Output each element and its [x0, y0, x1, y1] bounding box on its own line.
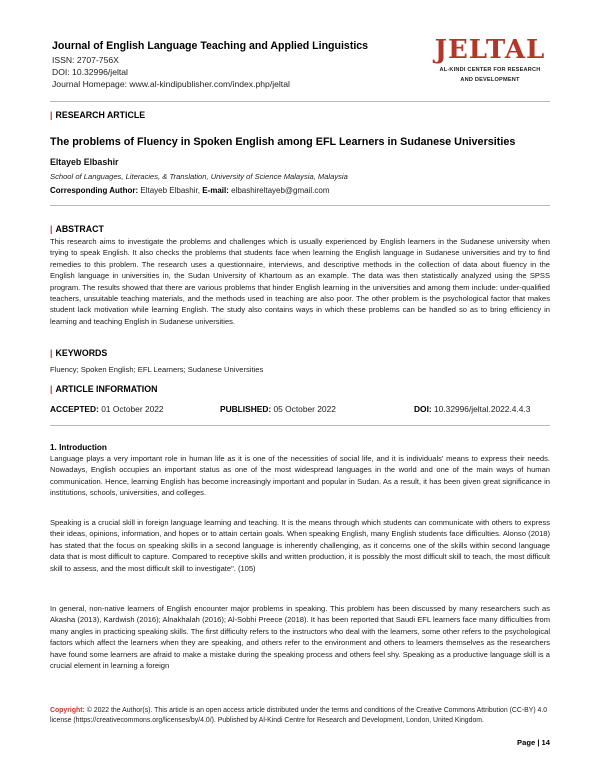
accent-bar: |: [50, 384, 53, 394]
intro-paragraph-2: Speaking is a crucial skill in foreign language learning and teaching. It is the means through which students can communicate with others to express their ideas, opinions, information, and hopes or to attain certain goals. When speaking English, many English students face difficulties. Alonso (2018) has stated that the focus on speaking skills in a second language is inherently challenging, as it concerns one of the skills within second language data that is most difficult to capture. Compared to receptive skills and written production, it is possibly the most difficult skill to teach, the most difficult skill to assess, and the most difficult skill to investigate". (105): [50, 518, 550, 573]
doi-label: DOI:: [414, 404, 432, 414]
journal-title: Journal of English Language Teaching and Applied Linguistics: [52, 40, 369, 52]
keywords-list: Fluency; Spoken English; EFL Learners; Sudanese Universities: [50, 365, 264, 374]
accent-bar: |: [50, 348, 53, 358]
keywords-heading-label: KEYWORDS: [55, 348, 108, 358]
accepted-value: 01 October 2022: [101, 404, 164, 414]
copyright-notice: [50, 706, 550, 726]
keywords-heading: [50, 348, 107, 358]
page-label: Page: [517, 738, 536, 747]
intro-paragraph-3: In general, non-native learners of English encounter major problems in speaking. This problem has been discussed by many researchers such as Akasha (2013), Kardwish (2016); Alnakhalah (2016); Al-Sobhi Preece (2018). It has been reported that Saudi EFL learners face many difficulties from many angles in practicing speaking skills. The first difficulty refers to the instructors who deal with the learners, some other refers to the psychological factors which affect the learners when they are speaking, and others refer to the environment and others to learners themselves as the researchers have found some learners are afraid to make a mistake during the speaking process and others feel shy. Speaking as a productive language skill is a crucial element in learning a foreign: [50, 604, 550, 671]
journal-homepage: Journal Homepage: www.al-kindipublisher.com/index.php/jeltal: [52, 79, 290, 89]
corresponding-name: Eltayeb Elbashir,: [140, 186, 200, 195]
accepted-date: [50, 404, 164, 414]
published-label: PUBLISHED:: [220, 404, 272, 414]
corresponding-label: Corresponding Author:: [50, 186, 139, 195]
divider-intro: [50, 425, 550, 426]
journal-logo: [430, 36, 550, 84]
logo-subtitle-line-2: AND DEVELOPMENT: [460, 77, 520, 83]
author-affiliation: School of Languages, Literacies, & Translation, University of Science Malaysia, Malaysia: [50, 172, 348, 181]
article-info-heading: [50, 384, 157, 394]
journal-doi: DOI: 10.32996/jeltal: [52, 67, 128, 77]
copyright-text: © 2022 the Author(s). This article is an open access article distributed under the terms and conditions of the Creative Commons Attribution (CC-BY) 4.0 license (https://creativecommons.org/licenses/by/4.0/). Published by Al-Kindi Centre for Research and Development, London, United Kingdom.: [50, 707, 548, 725]
article-type-heading: [50, 110, 145, 120]
accepted-label: ACCEPTED:: [50, 404, 99, 414]
published-date: [220, 404, 336, 414]
corresponding-author: [50, 186, 330, 195]
article-info-heading-label: ARTICLE INFORMATION: [55, 384, 158, 394]
article-type-label: RESEARCH ARTICLE: [55, 110, 146, 120]
email-label: E-mail:: [202, 186, 229, 195]
header-divider: [50, 101, 550, 102]
page-number-value: | 14: [537, 738, 550, 747]
page-number: [517, 738, 550, 747]
logo-subtitle-line-1: AL-KINDI CENTER FOR RESEARCH: [439, 67, 541, 73]
introduction-heading: 1. Introduction: [50, 443, 107, 452]
abstract-text: This research aims to investigate the problems and challenges which is usually experienced by English learners in the Sudanese university when trying to speak English. It also checks the problems that students face when learning the English language in Sudanese universities and try to find remedies to this problem. The research uses a questionnaire, interviews, and descriptive methods in the collection of data about fluency in the English language in universities in, the Sudan University of Khartoum as an example. The data was then statistically analyzed using the SPSS program. The results showed that there are various problems that hinder English learning in the universities and among them include: under-qualified teachers, unsuitable teaching materials, and the methods used in teaching are also poor. The other problem is the psychological factor that makes student lack motivation while learning English. The study also contains ways in which these problems can be handled so as to bring efficiency in learning and teaching English in Sudanese universities.: [50, 237, 550, 326]
copyright-label: Copyright:: [50, 707, 85, 714]
email-link[interactable]: elbashireltayeb@gmail.com: [231, 186, 330, 195]
article-doi: [414, 404, 530, 414]
abstract-heading: [50, 224, 104, 234]
accent-bar: |: [50, 224, 53, 234]
published-value: 05 October 2022: [273, 404, 336, 414]
doi-value[interactable]: 10.32996/jeltal.2022.4.4.3: [434, 404, 531, 414]
journal-issn: ISSN: 2707-756X: [52, 55, 119, 65]
abstract-heading-label: ABSTRACT: [55, 224, 104, 234]
paper-title: The problems of Fluency in Spoken English among EFL Learners in Sudanese Universities: [50, 136, 516, 148]
intro-paragraph-1: Language plays a very important role in human life as it is one of the necessities of social life, and it is individuals' means to express their needs. Nowadays, English occupies an important status as one of the most widespread languages in the world and one of the main ways of human communication. Hence, learning English has become increasingly important and popular in Sudan. As a result, it has been given great significance in institutions, schools, universities, and colleges.: [50, 454, 550, 498]
accent-bar: |: [50, 110, 53, 120]
author-name: Eltayeb Elbashir: [50, 157, 119, 167]
logo-wordmark: JELTAL: [434, 35, 546, 65]
divider-abstract: [50, 205, 550, 206]
